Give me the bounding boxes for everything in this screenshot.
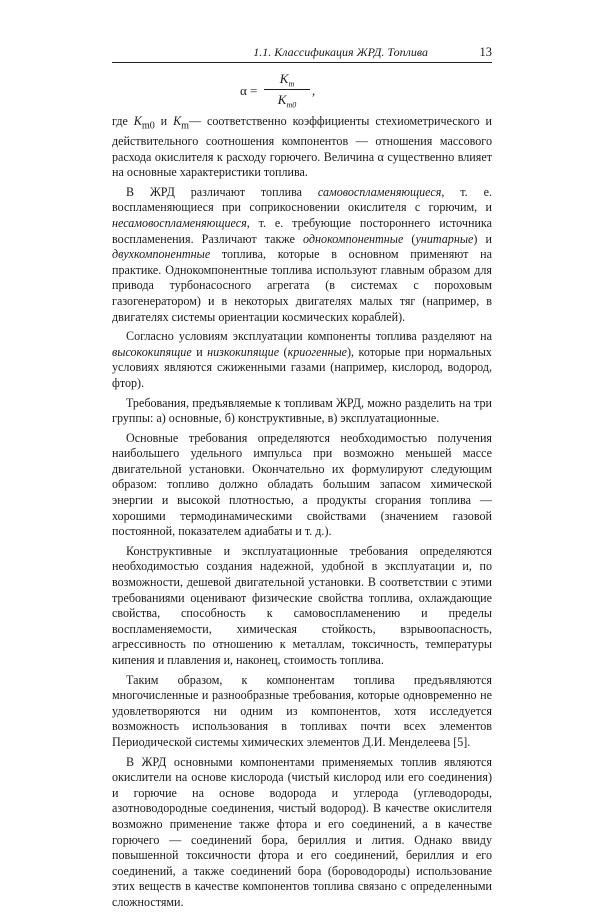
text-run: В ЖРД основными компонентами применяемых топлив являются окислители на основе кислорода (чистый кислород или его соединения) и горючие на основе водорода и углерода (углеводороды, азотноводородные соединения, чистый водород). В качестве окислителя возможно применение также фтора и его соединений, а в качестве горючего — соединений бора, бериллия и лития. Однако ввиду повышенной токсичности фтора и его соединений, бериллия и его соединений, а также соединений бора (бороводороды) использование этих веществ в качестве компонентов топлива связано с определенными сложностями. [112, 754, 492, 909]
page-number: 13 [479, 45, 492, 59]
running-header [112, 44, 492, 63]
text-run: , т. е. воспламеняющиеся при соприкосновении окислителя с горючим, и [112, 184, 492, 215]
formula-comma: , [312, 83, 316, 98]
italic-term: K [173, 114, 182, 128]
text-run: Согласно условиям эксплуатации компоненты топлива разделяют на [126, 329, 492, 344]
paragraph [112, 673, 492, 751]
text-run: Конструктивные и эксплуатационные требования определяются необходимостью создания надежной, удобной в эксплуатации и, по возможности, дешевой двигательной установки. В соответствии с этими требованиями оценивают физические свойства топлива, охлаждающие свойства, способность к самовоспламенению и пределы воспламеняемости, химическая стойкость, взрывоопасность, агрессивность по отношению к металлам, токсичность, температуры кипения и плавления и, наконец, стоимость топлива. [112, 543, 492, 667]
italic-term: двухкомпонентные [112, 247, 211, 262]
fraction-bar [264, 89, 310, 90]
text-run: — соответственно коэффициенты стехиометрического и действительного соотношения компонентов — отношения массового расхода окислителя к расходу горючего. Величина α существенно влияет на основные характеристики топлива. [112, 114, 493, 180]
paragraph [112, 114, 492, 181]
text-run: ( [279, 344, 288, 359]
paragraph [112, 329, 492, 391]
formula-denominator: $K_{m0}$ [277, 92, 297, 110]
formula-numerator: $K_m$ [279, 71, 295, 89]
text-run: Таким образом, к компонентам топлива предъявляются многочисленные и разнообразные требования, которые одновременно не удовлетворяются ни одним из компонентов, хотя исследуется возможность использования в топливах почти всех элементов Периодической системы химических элементов Д.И. Менделеева [5]. [112, 672, 492, 749]
paragraph [112, 396, 492, 427]
paragraph [112, 544, 492, 669]
text-run: В ЖРД различают топлива [126, 184, 318, 199]
formula-fraction [264, 70, 310, 109]
italic-term: несамовоспламеняющиеся [112, 215, 247, 230]
text-run: Основные требования определяются необходимостью получения наибольшего удельного импульса при возможно меньшей массе двигательной установки. Окончательно их формулируют следующим образом: топливо должно обладать большим запасом химической энергии и высокой плотностью, а продукты сгорания топлива — хорошими термодинамическими свойствами (значением газовой постоянной, показателем адиабаты и т. д.). [112, 430, 492, 539]
formula-lhs: α = [240, 83, 258, 98]
text-run: и [191, 344, 208, 359]
italic-term: низкокипящие [207, 344, 280, 359]
italic-term: унитарные [415, 231, 474, 246]
italic-term: однокомпонентные [303, 231, 404, 246]
text-run: и [154, 114, 174, 128]
text-run: , т. е. требующие постороннего источника воспламенения. Различают также [112, 215, 492, 246]
text-run: ) и [473, 231, 492, 246]
italic-term: K [133, 114, 142, 128]
paragraph [112, 431, 492, 540]
running-title: 1.1. Классификация ЖРД. Топлива [253, 45, 428, 59]
body-text [112, 114, 492, 915]
text-run: Требования, предъявляемые к топливам ЖРД, можно разделить на три группы: а) основные, б) конструктивные, в) эксплуатационные. [112, 395, 492, 426]
italic-term: высококипящие [112, 344, 192, 359]
alpha-formula [240, 70, 360, 114]
text-run: топлива, которые в основном применяют на практике. Однокомпонентные топлива используют главным образом для привода турбонасосного агрегата (в системах с пороховым газогенератором) и в некоторых двигателях малых тяг (например, в двигателях системы ориентации космических кораблей). [112, 247, 492, 324]
paragraph [112, 185, 492, 325]
text-run: где [112, 114, 134, 128]
paragraph [112, 755, 492, 911]
text-run: ( [403, 231, 416, 246]
subscript-text: m0 [141, 120, 155, 132]
italic-term: криогенные [287, 344, 348, 359]
italic-term: самовоспламеняющиеся [317, 184, 442, 199]
text-run: ), которые при нормальных условиях являются сжиженными газами (например, кислород, водород, фтор). [112, 344, 492, 390]
subscript-text: m [181, 120, 189, 132]
